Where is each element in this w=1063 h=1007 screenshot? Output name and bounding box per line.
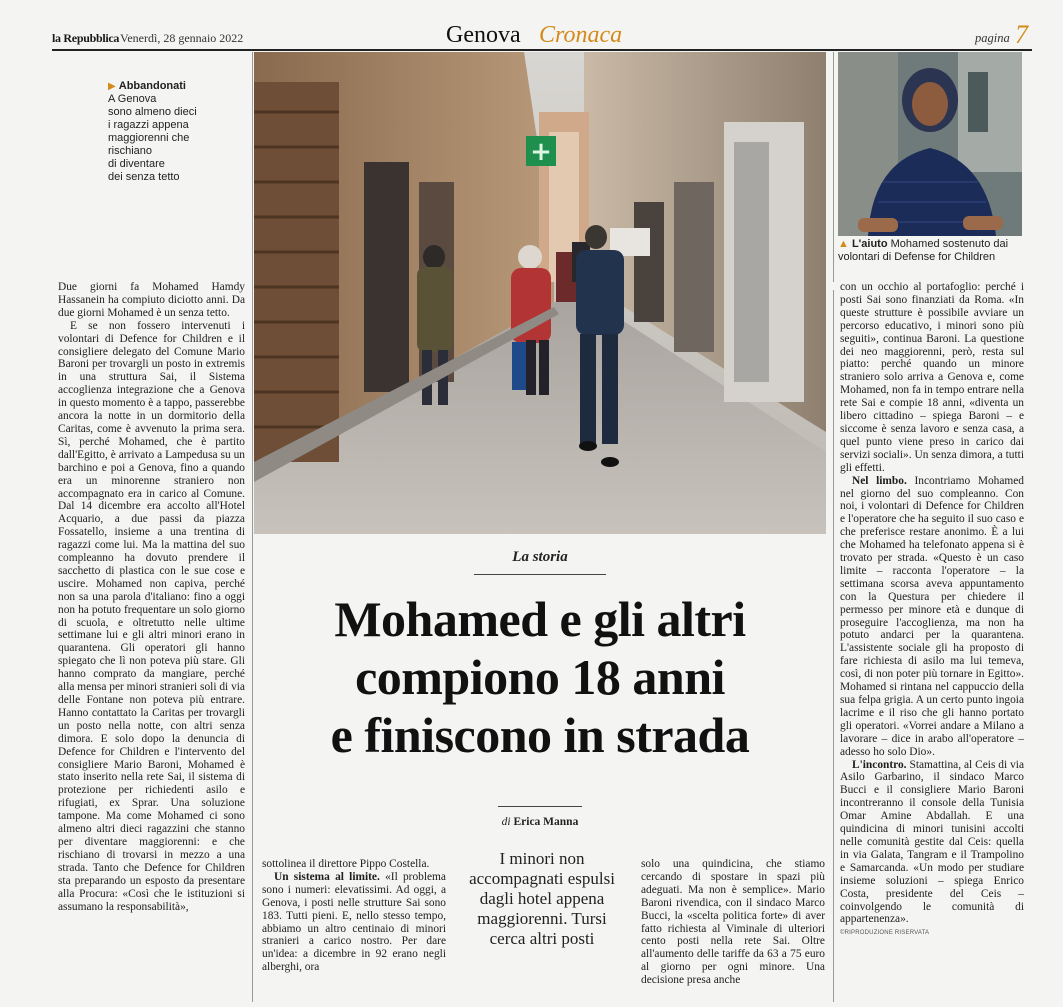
paragraph-text: Stamattina, al Ceis di via Asilo Garbarino, il sindaco Marco Bucci e il consigliere Mario Baroni incontreranno il console della Tunisia Omar Amine Abdallah. E una quindicina di minori tunisini accolti nelle comunità gestite dal Ceis: quella in via Galata, Tangram e il Trampolino e Samarcanda. «Un modo per studiare insieme soluzioni – spiega Enrico Costa, presidente del Ceis – coinvolgendo le comunità di appartenenza». [840, 758, 1024, 926]
page-label: pagina [975, 31, 1010, 45]
caption-line: sono almeno dieci [108, 106, 197, 118]
summary-box [450, 849, 634, 949]
portrait-illustration [838, 52, 1022, 236]
summary-line: maggiorenni. Tursi [477, 909, 607, 928]
page-number: 7 [1015, 20, 1028, 49]
copyright-note: ©RIPRODUZIONE RISERVATA [840, 930, 930, 937]
headline [254, 590, 826, 764]
caption-title: Abbandonati [118, 80, 186, 92]
caption-text: Mohamed sostenuto dai volontari di Defense for Children [838, 238, 1009, 263]
caption-line: dei senza tetto [108, 171, 180, 183]
paragraph-text: «Il problema sono i numeri: elevatissimi. Ad oggi, a Genova, i posti nelle strutture Sai sono 183. Tutti pieni. E, nello stesso tempo, abbiamo un altro centinaio di minori stranieri a carico nostro. Per dare un'idea: a dicembre in 92 erano negli alberghi, ora [262, 870, 446, 974]
summary-line: I minori non [499, 849, 585, 868]
left-photo-caption [108, 80, 238, 184]
paragraph: E se non fossero intervenuti i volontari di Defence for Children e il consigliere delegato del Comune Mario Baroni per trovargli un posto in extremis in una struttura Sai, il Sistema accoglienza integrazione che a Genova in questo momento è a tappo, passerebbe ancora la notte in un dormitorio della Caritas, come è avvenuto la prima sera. Sì, perché Mohamed, che è partito dall'Egitto, è arrivato a Lampedusa su un barchino e poi a Genova, fino a quando era un minorenne straniero non accompagnato era in carico al Comune. Dal 14 dicembre era accolto all'Hotel Acquario, a due passi da piazza Fossatello, insieme a una trentina di ragazzi come lui. Ma la mattina del suo compleanno ha dovuto prendere il sacchetto di plastica con le sue cose e uscire. Mohamed non capiva, perché non sa una parola d'italiano: fino a oggi non ha potuto frequentare un solo giorno di scuola, e oltretutto nelle ultime settimane lui e gli altri minori erano in quarantena. Gli operatori gli hanno spiegato che lì non poteva più stare. Gli hanno comprato da mangiare, perché alla mensa per minori stranieri soli di via delle Fontane non poteva più entrare. Hanno contattato la Caritas per trovargli un posto nella notte, con altri senza dimora. E solo dopo la denuncia di Defence for Children e l'intervento del consigliere Mario Baroni, Mohamed è stato inserito nella rete Sai, il sistema di protezione per richiedenti asilo e rifugiati, ex Sprar. Una soluzione tampone. Ma come Mohamed ci sono almeno altri dieci ragazzini che stanno per diventare maggiorenni: e che rischiano di trovarsi in mezzo a una strada. Tanto che Defence for Children sta preparando un esposto da presentare alla Procura: «Così che le istituzioni si assumano la responsabilità», [58, 319, 245, 913]
paragraph: Due giorni fa Mohamed Hamdy Hassanein ha compiuto diciotto anni. Da due giorni Mohamed è un senza tetto. [58, 281, 245, 319]
summary-line: dagli hotel appena [479, 889, 605, 908]
section-lead: Un sistema al limite. [274, 870, 380, 883]
article-column-3 [641, 858, 825, 987]
section-lead: Nel limbo. [852, 474, 907, 487]
street-scene-illustration [254, 52, 826, 534]
article-column-1 [58, 281, 245, 913]
caption-line: A Genova [108, 93, 157, 105]
headline-line: Mohamed e gli altri [334, 591, 746, 647]
masthead [52, 20, 1032, 50]
article-column-2 [262, 858, 446, 974]
paragraph-text: Incontriamo Mohamed nel giorno del suo compleanno. Con noi, i volontari di Defence for Children e l'operatore che ha seguito il suo caso e che preferisce restare anonimo. È a lui che Mohamed ha telefonato appena si è trovato per strada. «Questo è un caso limite – racconta l'operatore – la settimana scorsa aveva appuntamento con la Questura per chiedere il permesso per minore età e dunque di proseguire l'accoglienza, ma non ha potuto andarci per la quarantena. L'assistente sociale gli ha proposto di fare richiesta di asilo ma lui temeva, così, di non poter più tornare in Egitto». Mohamed si rintana nel cappuccio della sua felpa grigia. A un certo punto ingoia lacrime e il riso che gli hanno portato gli operatori. «Vorrei andare a Milano a lavorare – dice in arabo all'operatore – adesso ho solo Dio». [840, 474, 1024, 758]
article-column-4 [840, 281, 1024, 940]
byline-rule [498, 806, 582, 807]
issue-date: Venerdì, 28 gennaio 2022 [120, 31, 244, 45]
summary-line: accompagnati espulsi [469, 869, 615, 888]
section-name: Cronaca [539, 22, 623, 48]
main-photo-street [254, 52, 826, 534]
pharmacy-sign: + [530, 137, 552, 167]
brand-logo: la Repubblica [52, 31, 120, 45]
paragraph: solo una quindicina, che stiamo cercando di spostare in spazi più adeguati. Ma non è semplice». Mario Baroni rivendica, con il sindaco Marco Bucci, la «scelta politica forte» di aver fatto richiesta al Viminale di ulteriori cento posti nella rete Sai. Oltre all'aumento delle tariffe da 63 a 75 euro al giorno per ogni minore. Una decisione presa anche [641, 858, 825, 987]
column-divider [833, 52, 834, 282]
right-photo-caption [838, 238, 1026, 264]
paragraph: con un occhio al portafoglio: perché i posti Sai sono finanziati da Roma. «In queste strutture è possibile avviare un percorso educativo, i minori sono più seguiti», continua Baroni. La questione dei neo maggiorenni, però, resta sul piatto: perché quando un minore straniero solo arriva a Genova e, come Mohamed, non fa in tempo entrare nella rete Sai e compie 18 anni, «diventa un libero cittadino – spiega Baroni – e siccome è senza lavoro e senza casa, a quel punto viene preso in carico dai servizi sociali». Un senza dimora, a tutti gli effetti. [840, 281, 1024, 474]
portrait-photo [838, 52, 1022, 236]
byline [254, 816, 826, 828]
header-rule [52, 49, 1032, 51]
headline-line: compiono 18 anni [355, 649, 725, 705]
column-divider [252, 52, 253, 1002]
caption-triangle-icon: ▲ [838, 238, 849, 250]
section-lead: L'incontro. [852, 758, 907, 771]
caption-line: maggiorenni che [108, 132, 190, 144]
paragraph: sottolinea il direttore Pippo Costella. [262, 858, 430, 870]
kicker: La storia [512, 549, 568, 565]
column-divider [833, 290, 834, 1002]
byline-prefix: di [501, 816, 511, 828]
caption-arrow-icon: ▶ [108, 81, 116, 92]
caption-title: L'aiuto [851, 238, 888, 250]
caption-line: i ragazzi appena [108, 119, 189, 131]
byline-author: Erica Manna [513, 816, 579, 828]
headline-line: e finiscono in strada [330, 707, 750, 763]
caption-line: rischiano [108, 145, 153, 157]
summary-line: cerca altri posti [489, 929, 595, 948]
section-city: Genova [446, 22, 521, 48]
kicker-rule [474, 574, 606, 575]
caption-line: di diventare [108, 158, 165, 170]
